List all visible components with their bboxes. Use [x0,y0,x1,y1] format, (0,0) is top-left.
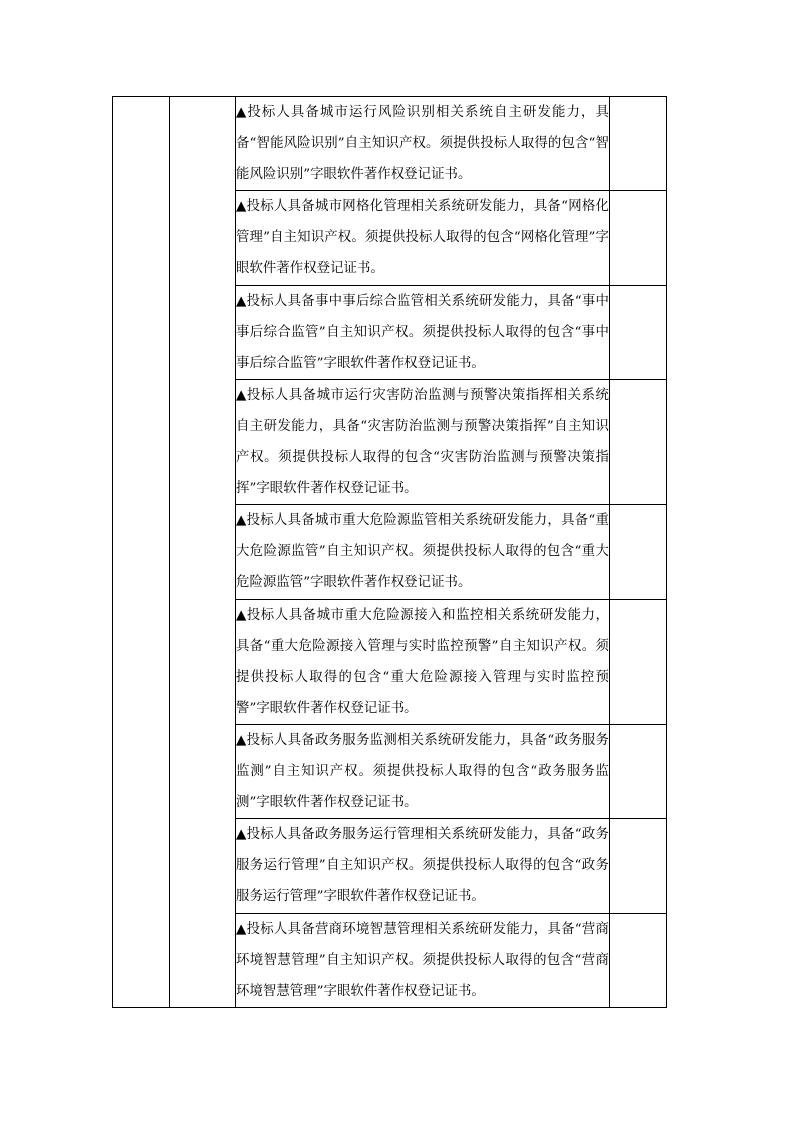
requirement-text: ▲投标人具备城市重大危险源接入和监控相关系统研发能力，具备“重大危险源接入管理与实时监控预警”自主知识产权。须提供投标人取得的包含“重大危险源接入管理与实时监控预警”字眼软件著作权登记证书。 [236,608,609,716]
remark-cell [610,97,667,191]
requirement-text: ▲投标人具备城市网格化管理相关系统研发能力，具备“网格化管理”自主知识产权。须提供投标人取得的包含“网格化管理”字眼软件著作权登记证书。 [236,199,609,276]
remark-cell [610,819,667,914]
category-column-cell [170,97,236,1008]
requirement-cell [236,505,610,600]
requirement-text: ▲投标人具备城市重大危险源监管相关系统研发能力，具备“重大危险源监管”自主知识产权。须提供投标人取得的包含“重大危险源监管”字眼软件著作权登记证书。 [236,513,609,590]
remark-cell [610,600,667,725]
requirement-cell [236,380,610,505]
requirement-cell [236,600,610,725]
remark-cell [610,380,667,505]
requirement-cell [236,819,610,914]
requirement-text: ▲投标人具备政务服务运行管理相关系统研发能力，具备“政务服务运行管理”自主知识产权。须提供投标人取得的包含“政务服务运行管理”字眼软件著作权登记证书。 [236,827,609,904]
remark-cell [610,914,667,1008]
requirement-cell [236,914,610,1008]
remark-cell [610,191,667,286]
requirement-text: ▲投标人具备营商环境智慧管理相关系统研发能力，具备“营商环境智慧管理”自主知识产权。须提供投标人取得的包含“营商环境智慧管理”字眼软件著作权登记证书。 [236,922,609,999]
table-row [113,97,667,191]
requirement-text: ▲投标人具备事中事后综合监管相关系统研发能力，具备“事中事后综合监管”自主知识产权。须提供投标人取得的包含“事中事后综合监管”字眼软件著作权登记证书。 [236,294,609,371]
index-column-cell [113,97,170,1008]
requirement-text: ▲投标人具备政务服务监测相关系统研发能力，具备“政务服务监测”自主知识产权。须提供投标人取得的包含“政务服务监测”字眼软件著作权登记证书。 [236,733,609,810]
requirement-cell [236,725,610,819]
requirement-text: ▲投标人具备城市运行灾害防治监测与预警决策指挥相关系统自主研发能力，具备“灾害防治监测与预警决策指挥”自主知识产权。须提供投标人取得的包含“灾害防治监测与预警决策指挥”字眼软件著作权登记证书。 [236,388,609,496]
requirement-cell [236,191,610,286]
requirement-cell [236,97,610,191]
remark-cell [610,286,667,380]
requirement-cell [236,286,610,380]
requirement-text: ▲投标人具备城市运行风险识别相关系统自主研发能力，具备“智能风险识别”自主知识产权。须提供投标人取得的包含“智能风险识别”字眼软件著作权登记证书。 [236,105,609,182]
remark-cell [610,505,667,600]
remark-cell [610,725,667,819]
requirements-table [112,96,667,1008]
